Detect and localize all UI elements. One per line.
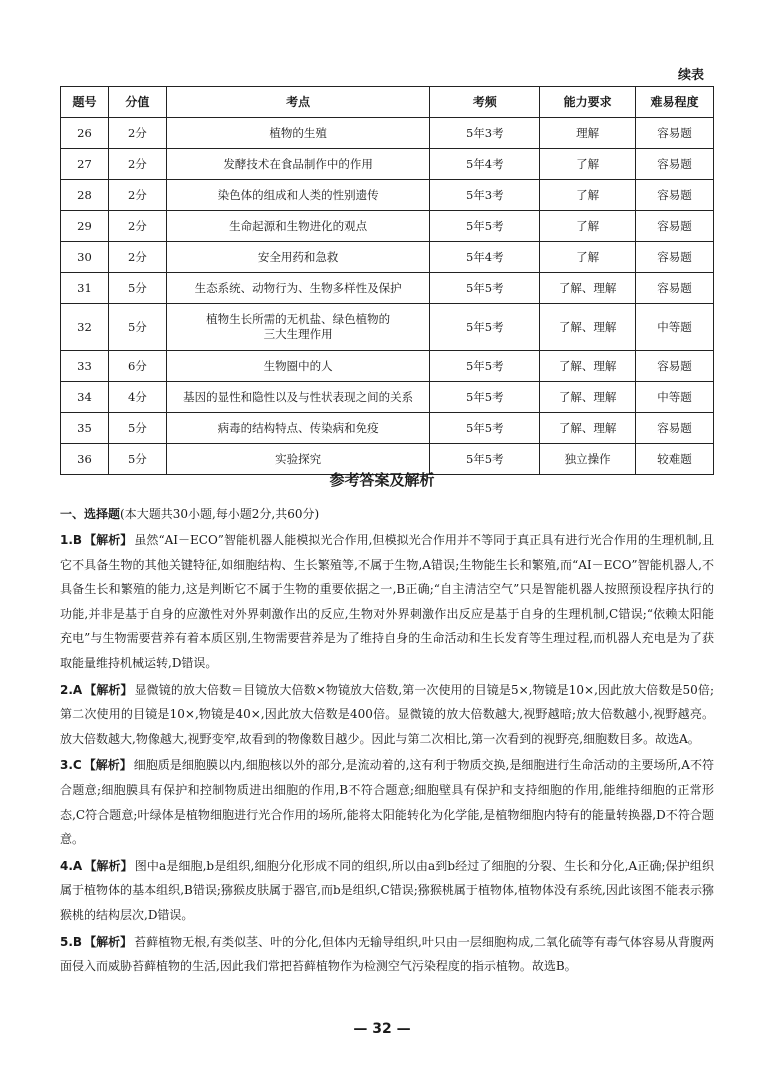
table-header-row (61, 87, 714, 118)
cell-ability: 独立操作 (540, 444, 636, 475)
cell-knowledge-point (166, 211, 430, 242)
analysis-tag: 【解析】 (83, 758, 132, 773)
cell-ability: 了解 (540, 149, 636, 180)
continued-table-label: 续表 (677, 68, 704, 83)
table-row (61, 242, 714, 273)
knowledge-point-line: 基因的显性和隐性以及与性状表现之间的关系 (183, 389, 414, 404)
answer-number: 3.C (60, 758, 82, 773)
table-row (61, 382, 714, 413)
cell-question-no: 26 (61, 118, 109, 149)
cell-difficulty: 容易题 (636, 149, 714, 180)
table-row (61, 413, 714, 444)
knowledge-point-line: 发酵技术在食品制作中的作用 (223, 156, 373, 171)
cell-frequency: 5年5考 (430, 444, 540, 475)
table-body (61, 118, 714, 475)
cell-ability: 理解 (540, 118, 636, 149)
cell-difficulty: 中等题 (636, 382, 714, 413)
cell-question-no: 28 (61, 180, 109, 211)
table-row (61, 304, 714, 351)
answer-text: 图中a是细胞,b是组织,细胞分化形成不同的组织,所以由a到b经过了细胞的分裂、生长和分化,A正确;保护组织属于植物体的基本组织,B错误;猕猴皮肤属于器官,而b是组织,C错误;猕猴桃属于植物体,植物体没有系统,因此该图不能表示猕猴桃的结构层次,D错误。 (60, 858, 714, 922)
answer-number: 1.B (60, 533, 83, 547)
cell-question-no: 27 (61, 149, 109, 180)
part-heading-note: (本大题共30小题,每小题2分,共60分) (120, 507, 320, 521)
cell-score: 4分 (108, 382, 166, 413)
cell-question-no: 33 (61, 351, 109, 382)
cell-difficulty: 容易题 (636, 242, 714, 273)
cell-difficulty: 容易题 (636, 273, 714, 304)
cell-difficulty: 容易题 (636, 351, 714, 382)
cell-score: 2分 (108, 118, 166, 149)
cell-score: 5分 (108, 413, 166, 444)
cell-ability: 了解、理解 (540, 304, 636, 351)
cell-difficulty: 容易题 (636, 413, 714, 444)
header-score: 分值 (108, 87, 166, 118)
table-row (61, 351, 714, 382)
answer-item (60, 678, 714, 752)
answer-text: 细胞质是细胞膜以内,细胞核以外的部分,是流动着的,这有利于物质交换,是细胞进行生命活动的主要场所,A不符合题意;细胞膜具有保护和控制物质进出细胞的作用,B不符合题意;细胞壁具有保护和支持细胞的作用,能维持细胞的正常形态,C符合题意;叶绿体是植物细胞进行光合作用的场所,能将太阳能转化为化学能,是植物细胞内特有的能量转换器,D不符合题意。 (60, 758, 714, 847)
section-title: 参考答案及解析 (329, 471, 435, 489)
answer-number: 2.A (60, 682, 83, 697)
analysis-tag: 【解析】 (84, 533, 133, 547)
knowledge-point-line: 病毒的结构特点、传染病和免疫 (217, 420, 379, 435)
cell-question-no: 31 (61, 273, 109, 304)
header-question-no: 题号 (61, 87, 109, 118)
knowledge-point-line: 染色体的组成和人类的性别遗传 (217, 187, 379, 202)
cell-question-no: 32 (61, 304, 109, 351)
cell-frequency: 5年5考 (430, 211, 540, 242)
cell-knowledge-point (166, 180, 430, 211)
knowledge-point-line: 安全用药和急救 (257, 249, 339, 264)
cell-knowledge-point (166, 382, 430, 413)
table-row (61, 149, 714, 180)
part-heading (60, 505, 714, 523)
cell-frequency: 5年4考 (430, 149, 540, 180)
cell-ability: 了解、理解 (540, 351, 636, 382)
cell-score: 5分 (108, 444, 166, 475)
cell-frequency: 5年5考 (430, 413, 540, 444)
answer-text: 苔藓植物无根,有类似茎、叶的分化,但体内无输导组织,叶只由一层细胞构成,二氧化硫等有毒气体容易从背腹两面侵入而威胁苔藓植物的生活,因此我们常把苔藓植物作为检测空气污染程度的指示植物。故选B。 (60, 934, 714, 974)
header-frequency: 考频 (430, 87, 540, 118)
answer-item (60, 753, 714, 851)
cell-frequency: 5年5考 (430, 382, 540, 413)
cell-question-no: 34 (61, 382, 109, 413)
knowledge-point-line: 三大生理作用 (263, 327, 333, 341)
header-ability: 能力要求 (540, 87, 636, 118)
answer-text: 显微镜的放大倍数＝目镜放大倍数×物镜放大倍数,第一次使用的目镜是5×,物镜是10×,因此放大倍数是50倍;第二次使用的目镜是10×,物镜是40×,因此放大倍数是400倍。显微镜的放大倍数越大,视野越暗;放大倍数越小,视野越亮。放大倍数越大,物像越大,视野变窄,故看到的物像数目越少。因此与第二次相比,第一次看到的视野亮,细胞数目多。故选A。 (60, 682, 714, 746)
knowledge-point-line: 实验探究 (275, 451, 322, 466)
cell-frequency: 5年3考 (430, 180, 540, 211)
cell-ability: 了解、理解 (540, 273, 636, 304)
cell-ability: 了解 (540, 211, 636, 242)
cell-score: 2分 (108, 211, 166, 242)
answer-list (60, 528, 714, 981)
cell-frequency: 5年3考 (430, 118, 540, 149)
cell-frequency: 5年4考 (430, 242, 540, 273)
cell-ability: 了解 (540, 180, 636, 211)
table-row (61, 273, 714, 304)
answer-number: 5.B (60, 934, 83, 949)
exam-point-table (60, 86, 714, 475)
cell-knowledge-point (166, 273, 430, 304)
knowledge-point-line: 植物生长所需的无机盐、绿色植物的 (206, 312, 391, 326)
table-row (61, 180, 714, 211)
table-row (61, 211, 714, 242)
answer-text: 虽然“AI－ECO”智能机器人能模拟光合作用,但模拟光合作用并不等同于真正具有进行光合作用的生理机制,且它不具备生物的其他关键特征,如细胞结构、生长繁殖等,不属于生物,A错误;生物能生长和繁殖,而“AI－ECO”智能机器人,不具备生长和繁殖的能力,这是判断它不属于生物的重要依据之一,B正确;“自主清洁空气”只是智能机器人按照预设程序执行的功能,并非是基于自身的应激性对外界刺激作出的反应,生物对外界刺激作出反应是基于自身的生理机制,C错误;“依赖太阳能充电”与生物需要营养有着本质区别,生物需要营养是为了维持自身的生命活动和生长发育等生理过程,而机器人充电是为了获取能量维持机械运转,D错误。 (60, 533, 714, 670)
cell-knowledge-point (166, 413, 430, 444)
cell-difficulty: 容易题 (636, 211, 714, 242)
header-knowledge-point: 考点 (166, 87, 430, 118)
analysis-tag: 【解析】 (84, 858, 133, 873)
answer-number: 4.A (60, 858, 83, 873)
cell-knowledge-point (166, 242, 430, 273)
knowledge-point-line: 植物的生殖 (269, 125, 327, 140)
header-difficulty: 难易程度 (636, 87, 714, 118)
cell-ability: 了解、理解 (540, 382, 636, 413)
cell-frequency: 5年5考 (430, 273, 540, 304)
cell-knowledge-point (166, 118, 430, 149)
page-number: — 32 — (353, 1021, 411, 1037)
analysis-tag: 【解析】 (84, 934, 133, 949)
cell-score: 2分 (108, 149, 166, 180)
cell-difficulty: 容易题 (636, 180, 714, 211)
knowledge-point-line: 生物圈中的人 (263, 358, 333, 373)
cell-score: 5分 (108, 304, 166, 351)
cell-difficulty: 较难题 (636, 444, 714, 475)
cell-question-no: 35 (61, 413, 109, 444)
knowledge-point-line: 生态系统、动物行为、生物多样性及保护 (194, 280, 402, 295)
knowledge-point-line: 生命起源和生物进化的观点 (229, 218, 368, 233)
analysis-tag: 【解析】 (84, 682, 133, 697)
cell-score: 6分 (108, 351, 166, 382)
cell-score: 2分 (108, 242, 166, 273)
cell-frequency: 5年5考 (430, 351, 540, 382)
answer-item (60, 854, 714, 928)
cell-question-no: 30 (61, 242, 109, 273)
table-row (61, 118, 714, 149)
cell-ability: 了解、理解 (540, 413, 636, 444)
cell-difficulty: 中等题 (636, 304, 714, 351)
answer-item (60, 930, 714, 979)
cell-ability: 了解 (540, 242, 636, 273)
part-heading-label: 一、选择题 (60, 507, 121, 521)
cell-knowledge-point (166, 304, 430, 351)
cell-question-no: 36 (61, 444, 109, 475)
cell-knowledge-point (166, 149, 430, 180)
cell-frequency: 5年5考 (430, 304, 540, 351)
answer-item (60, 528, 714, 676)
cell-difficulty: 容易题 (636, 118, 714, 149)
cell-score: 2分 (108, 180, 166, 211)
cell-question-no: 29 (61, 211, 109, 242)
cell-knowledge-point (166, 351, 430, 382)
cell-score: 5分 (108, 273, 166, 304)
